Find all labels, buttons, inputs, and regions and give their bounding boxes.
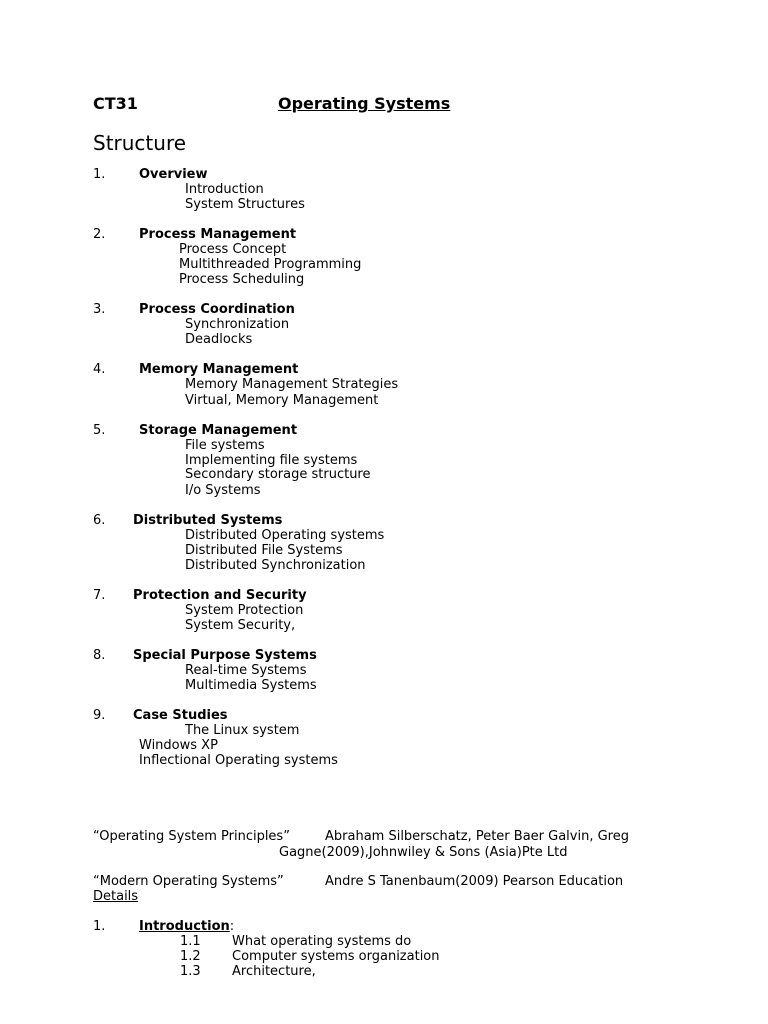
section-item: Inflectional Operating systems (139, 753, 338, 768)
section-number: 3. (93, 302, 106, 317)
subitem-text: What operating systems do (232, 934, 412, 949)
details-section-title-suffix: : (229, 919, 235, 934)
section-item: Introduction (185, 182, 264, 197)
section-item: System Security, (185, 618, 296, 633)
section-title: Protection and Security (133, 588, 307, 603)
structure-heading: Structure (93, 131, 187, 155)
section-number: 9. (93, 708, 106, 723)
course-code: CT31 (93, 94, 138, 113)
section-item: Process Scheduling (179, 272, 305, 287)
section-item: Process Concept (179, 242, 287, 257)
section-item: Distributed File Systems (185, 543, 343, 558)
details-heading: Details (93, 889, 139, 904)
subitem-text: Computer systems organization (232, 949, 440, 964)
section-item: The Linux system (185, 723, 300, 738)
subitem-number: 1.1 (180, 934, 201, 949)
reference-authors: Abraham Silberschatz, Peter Baer Galvin, Greg (325, 829, 629, 844)
details-section-title (139, 919, 234, 934)
section-item: Virtual, Memory Management (185, 393, 379, 408)
section-title: Process Coordination (139, 302, 295, 317)
section-item: System Protection (185, 603, 304, 618)
section-number: 7. (93, 588, 106, 603)
section-number: 1. (93, 919, 106, 934)
reference-authors: Gagne(2009),Johnwiley & Sons (Asia)Pte Ltd (279, 845, 568, 860)
section-item: Deadlocks (185, 332, 253, 347)
section-item: Multithreaded Programming (179, 257, 362, 272)
page-title: Operating Systems (278, 94, 451, 113)
section-title: Process Management (139, 227, 297, 242)
reference-authors: Andre S Tanenbaum(2009) Pearson Education (325, 874, 624, 889)
section-title: Case Studies (133, 708, 228, 723)
section-number: 8. (93, 648, 106, 663)
subitem-number: 1.2 (180, 949, 201, 964)
section-item: Distributed Synchronization (185, 558, 366, 573)
section-title: Storage Management (139, 423, 298, 438)
reference-book-title: “Operating System Principles” (93, 829, 290, 844)
section-item: Implementing file systems (185, 453, 358, 468)
section-number: 2. (93, 227, 106, 242)
section-title: Special Purpose Systems (133, 648, 317, 663)
section-title: Distributed Systems (133, 513, 283, 528)
reference-book-title: “Modern Operating Systems” (93, 874, 284, 889)
section-title: Memory Management (139, 362, 299, 377)
section-number: 6. (93, 513, 106, 528)
section-item: Multimedia Systems (185, 678, 317, 693)
section-item: Distributed Operating systems (185, 528, 385, 543)
section-item: Memory Management Strategies (185, 377, 399, 392)
section-item: File systems (185, 438, 265, 453)
subitem-text: Architecture, (232, 964, 316, 979)
section-number: 5. (93, 423, 106, 438)
details-section-title-text: Introduction (139, 919, 230, 934)
subitem-number: 1.3 (180, 964, 201, 979)
section-item: Secondary storage structure (185, 467, 371, 482)
section-item: Synchronization (185, 317, 290, 332)
section-item: System Structures (185, 197, 305, 212)
section-number: 1. (93, 167, 106, 182)
section-item: I/o Systems (185, 483, 261, 498)
section-number: 4. (93, 362, 106, 377)
section-item: Real-time Systems (185, 663, 307, 678)
section-title: Overview (139, 167, 208, 182)
section-item: Windows XP (139, 738, 218, 753)
